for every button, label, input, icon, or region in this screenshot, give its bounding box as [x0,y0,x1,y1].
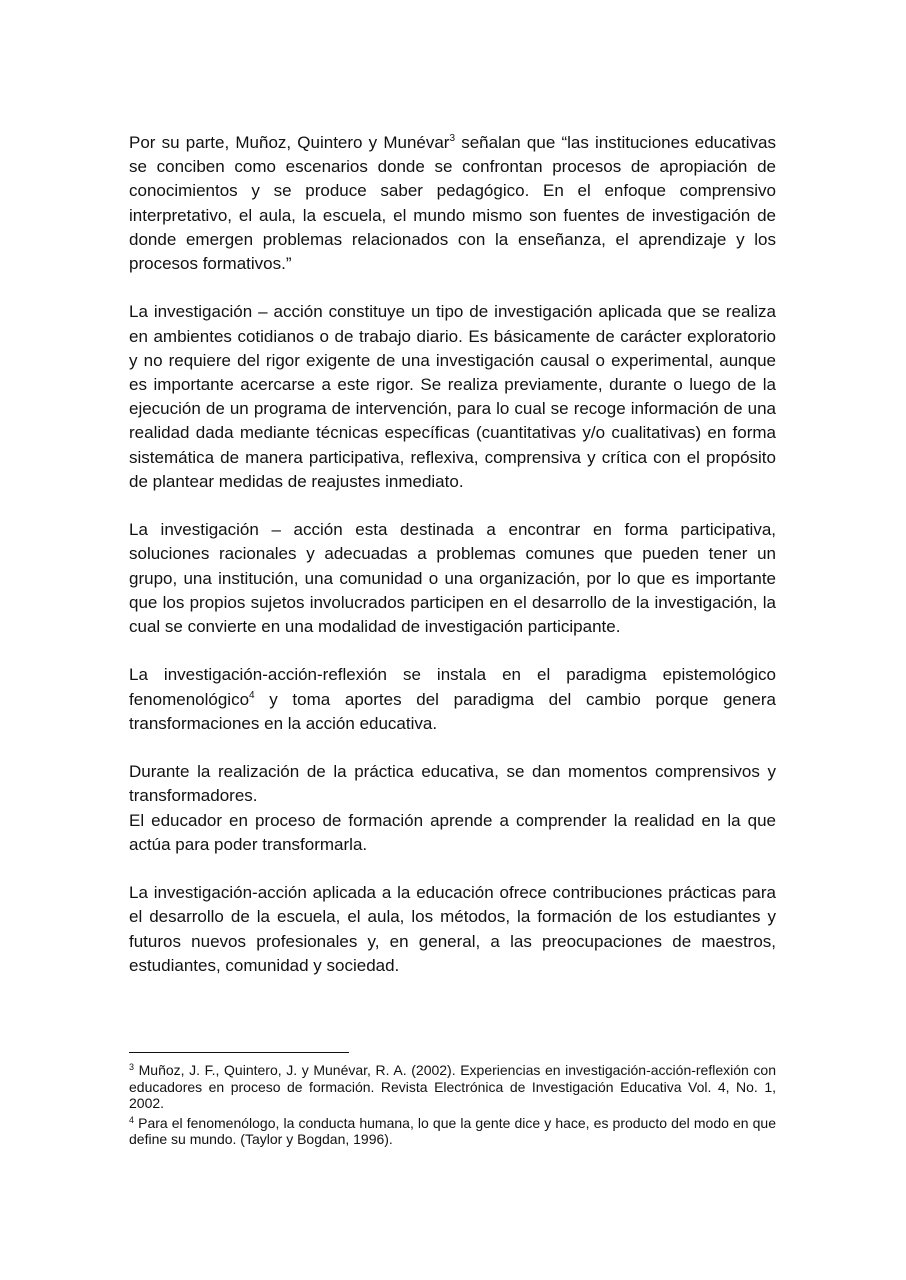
paragraph-practica-educativa: Durante la realización de la práctica educativa, se dan momentos comprensivos y transformadores. [129,762,776,806]
paragraph-contribuciones: La investigación-acción aplicada a la educación ofrece contribuciones prácticas para el desarrollo de la escuela, el aula, los métodos, la formación de los estudiantes y futuros nuevos profesionales y, en general, a las preocupaciones de maestros, estudiantes, comunidad y sociedad. [129,883,776,975]
paragraph-text: y toma aportes del paradigma del cambio porque genera transformaciones en la acción educativa. [129,689,776,733]
footnote-number: 3 [129,1062,135,1072]
footnote-separator [129,1052,349,1053]
footnote-text: Para el fenomenólogo, la conducta humana, lo que la gente dice y hace, es producto del modo en que define su mundo. (Taylor y Bogdan, 1996). [129,1114,776,1148]
footnote-3 [129,1062,776,1112]
paragraph-investigacion-accion-destino: La investigación – acción esta destinada a encontrar en forma participativa, soluciones racionales y adecuadas a problemas comunes que pueden tener un grupo, una institución, una comunidad o una organización, por lo que es importante que los propios sujetos involucrados participen en el desarrollo de la investigación, la cual se convierte en una modalidad de investigación participante. [129,520,776,637]
paragraph-paradigma [129,663,776,736]
footnote-ref-4: 4 [249,689,255,701]
footnote-4 [129,1115,776,1148]
paragraph-investigacion-accion-definicion: La investigación – acción constituye un tipo de investigación aplicada que se realiza en ambientes cotidianos o de trabajo diario. Es básicamente de carácter exploratorio y no requiere del rigor exigente de una investigación causal o experimental, aunque es importante acercarse a este rigor. Se realiza previamente, durante o luego de la ejecución de un programa de intervención, para lo cual se recoge información de una realidad dada mediante técnicas específicas (cuantitativas y/o cualitativas) en forma sistemática de manera participativa, reflexiva, comprensiva y crítica con el propósito de plantear medidas de reajustes inmediato. [129,302,776,491]
paragraph-text: La investigación-acción-reflexión se instala en el paradigma epistemológico fenomenológico [129,665,776,709]
paragraph-text: Por su parte, Muñoz, Quintero y Munévar [129,133,450,152]
paragraph-educador: El educador en proceso de formación aprende a comprender la realidad en la que actúa para poder transformarla. [129,810,776,854]
document-body [129,131,776,1002]
footnote-number: 4 [129,1114,135,1125]
footnote-text: Muñoz, J. F., Quintero, J. y Munévar, R. A. (2002). Experiencias en investigación-acción-reflexión con educadores en proceso de formación. Revista Electrónica de Investigación Educativa Vol. 4, No. 1, 2002. [129,1062,776,1112]
footnote-ref-3: 3 [449,133,456,144]
paragraph-munoz-quote [129,131,776,276]
footnotes [129,1062,776,1151]
paragraph-text: señalan que “las instituciones educativas se conciben como escenarios donde se confrontan procesos de apropiación de conocimientos y se produce saber pedagógico. En el enfoque comprensivo interpretativo, el aula, la escuela, el mundo mismo son fuentes de investigación de donde emergen problemas relacionados con la enseñanza, el aprendizaje y los procesos formativos.” [129,133,777,274]
